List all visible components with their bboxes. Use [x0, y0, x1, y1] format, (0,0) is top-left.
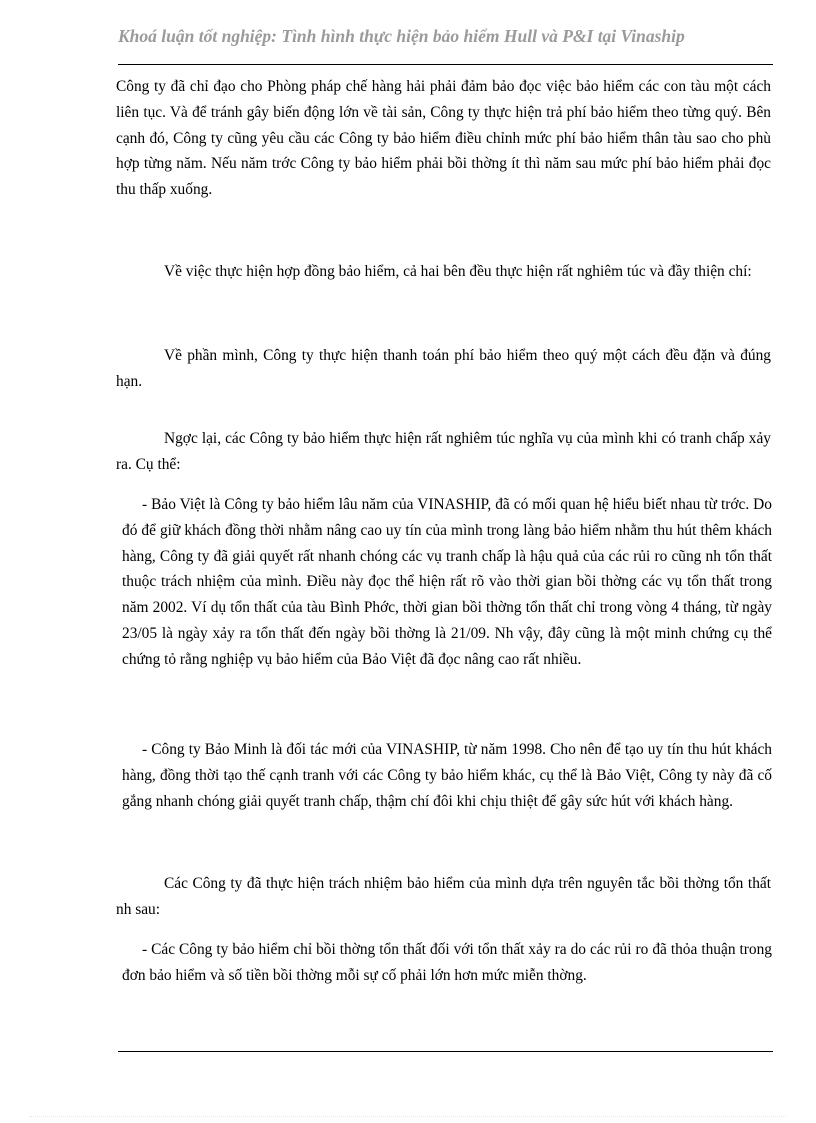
- paragraph-5: Các Công ty đã thực hiện trách nhiệm bảo hiểm của mình dựa trên nguyên tắc bồi thờng tổn thất nh sau:: [116, 875, 771, 918]
- paragraph-2: Về việc thực hiện hợp đồng bảo hiểm, cả hai bên đều thực hiện rất nghiêm túc và đầy thiện chí:: [164, 263, 752, 280]
- paragraph-1: Công ty đã chỉ đạo cho Phòng pháp chế hàng hải phải đảm bảo đọc việc bảo hiểm các con tàu một cách liên tục. Và để tránh gây biến động lớn về tài sản, Công ty thực hiện trả phí bảo hiểm theo từng quý. Bên cạnh đó, Công ty cũng yêu cầu các Công ty bảo hiểm điều chỉnh mức phí bảo hiểm thân tàu sao cho phù hợp từng năm. Nếu năm trớc Công ty bảo hiểm phải bồi thờng ít thì năm sau mức phí bảo hiểm phải đọc thu thấp xuống.: [116, 78, 771, 199]
- bullet-bao-viet: - Bảo Việt là Công ty bảo hiểm lâu năm của VINASHIP, đã có mối quan hệ hiểu biết nhau từ trớc. Do đó để giữ khách đồng thời nhằm nâng cao uy tín của mình trong làng bảo hiểm nhằm thu hút thêm khách hàng, Công ty đã giải quyết rất nhanh chóng các vụ tranh chấp là hậu quả của các rủi ro cũng nh tổn thất thuộc trách nhiệm của mình. Điều này đọc thể hiện rất rõ vào thời gian bồi thờng các vụ tổn thất trong năm 2002. Ví dụ tổn thất của tàu Bình Phớc, thời gian bồi thờng tổn thất chỉ trong vòng 4 tháng, từ ngày 23/05 là ngày xảy ra tổn thất đến ngày bồi thờng là 21/09. Nh vậy, đây cũng là một minh chứng cụ thể chứng tỏ rằng nghiệp vụ bảo hiểm của Bảo Việt đã đọc nâng cao rất nhiều.: [122, 496, 772, 668]
- footer-divider: [118, 1051, 773, 1052]
- header-divider: [118, 64, 773, 65]
- bullet-bao-minh: - Công ty Bảo Minh là đối tác mới của VINASHIP, từ năm 1998. Cho nên để tạo uy tín thu hút khách hàng, đồng thời tạo thế cạnh tranh với các Công ty bảo hiểm khác, cụ thể là Bảo Việt, Công ty này đã cố gắng nhanh chóng giải quyết tranh chấp, thậm chí đôi khi chịu thiệt để gây sức hút với khách hàng.: [122, 741, 772, 810]
- paragraph-3: Về phần mình, Công ty thực hiện thanh toán phí bảo hiểm theo quý một cách đều đặn và đúng hạn.: [116, 347, 771, 390]
- paragraph-4: Ngợc lại, các Công ty bảo hiểm thực hiện rất nghiêm túc nghĩa vụ của mình khi có tranh chấp xảy ra. Cụ thể:: [116, 430, 771, 473]
- bullet-compensation: - Các Công ty bảo hiểm chỉ bồi thờng tổn thất đối với tổn thất xảy ra do các rủi ro đã thỏa thuận trong đơn bảo hiểm và số tiền bồi thờng mỗi sự cố phải lớn hơn mức miễn thờng.: [122, 941, 772, 984]
- page-header-title: Khoá luận tốt nghiệp: Tình hình thực hiện bảo hiểm Hull và P&I tại Vinaship: [118, 26, 685, 46]
- page-edge-dots: [30, 1116, 786, 1117]
